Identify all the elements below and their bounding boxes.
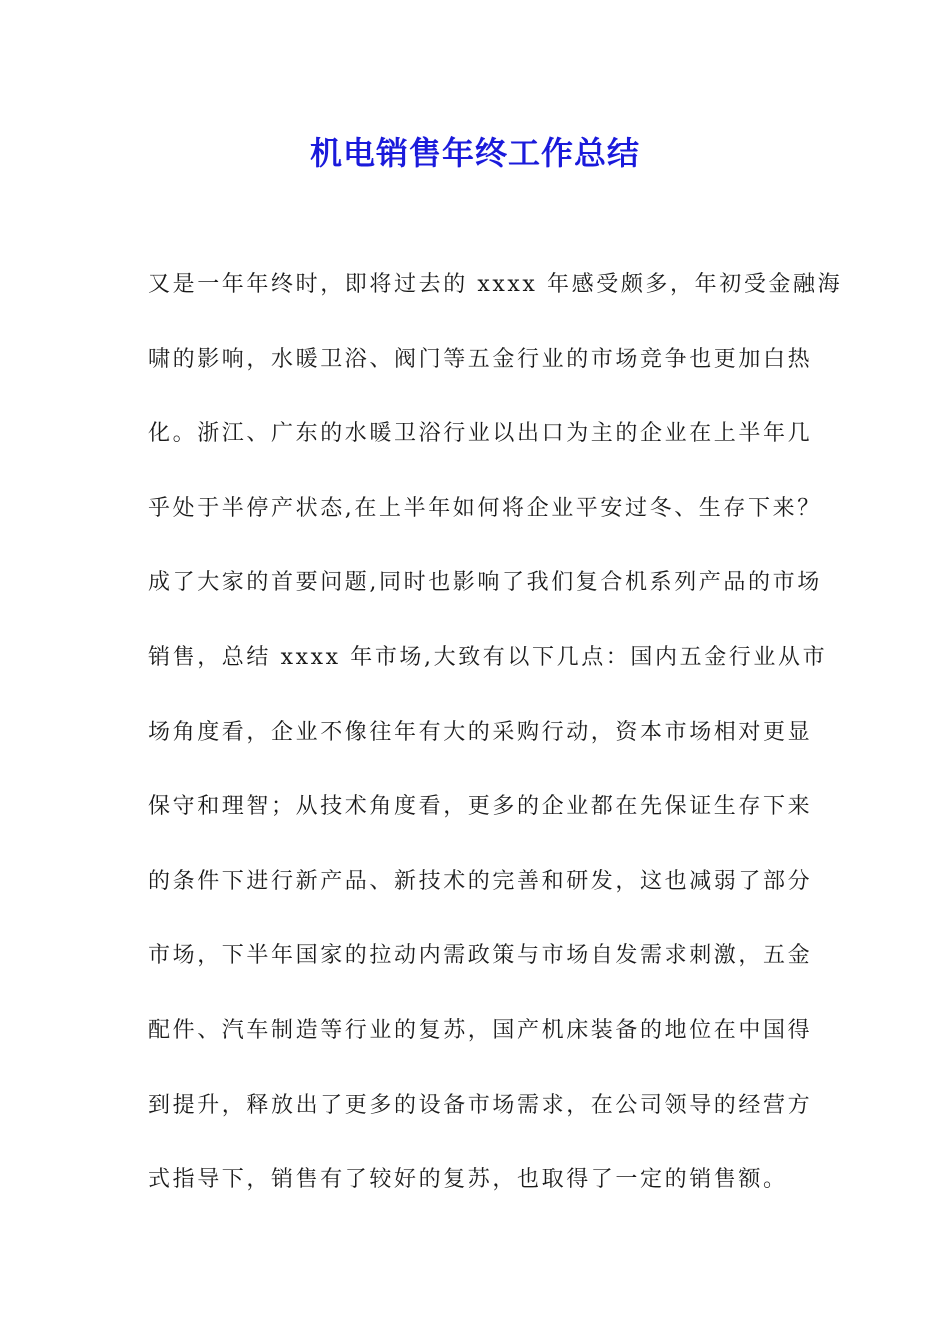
body-paragraph [148,262,843,1232]
paragraph-line: 的条件下进行新产品、新技术的完善和研发，这也减弱了部分 [148,868,813,894]
paragraph-line: 乎处于半停产状态,在上半年如何将企业平安过冬、生存下来？ [148,495,822,521]
paragraph-line: 销售，总结 xxxx 年市场,大致有以下几点：国内五金行业从市 [148,644,828,670]
paragraph-line: 市场，下半年国家的拉动内需政策与市场自发需求刺激，五金 [148,943,813,969]
paragraph-line: 化。浙江、广东的水暖卫浴行业以出口为主的企业在上半年几 [148,421,813,447]
paragraph-line: 场角度看，企业不像往年有大的采购行动，资本市场相对更显 [148,719,813,745]
paragraph-line: 配件、汽车制造等行业的复苏，国产机床装备的地位在中国得 [148,1017,813,1043]
paragraph-line: 又是一年年终时，即将过去的 xxxx 年感受颇多，年初受金融海 [148,272,843,297]
document-title: 机电销售年终工作总结 [309,134,640,172]
paragraph-line: 式指导下，销售有了较好的复苏，也取得了一定的销售额。 [148,1167,788,1193]
paragraph-line: 到提升，释放出了更多的设备市场需求，在公司领导的经营方 [148,1092,813,1118]
paragraph-line: 成了大家的首要问题,同时也影响了我们复合机系列产品的市场 [148,570,822,596]
paragraph-line: 保守和理智；从技术角度看，更多的企业都在先保证生存下来 [148,794,813,820]
paragraph-line: 啸的影响，水暖卫浴、阀门等五金行业的市场竞争也更加白热 [148,346,813,372]
